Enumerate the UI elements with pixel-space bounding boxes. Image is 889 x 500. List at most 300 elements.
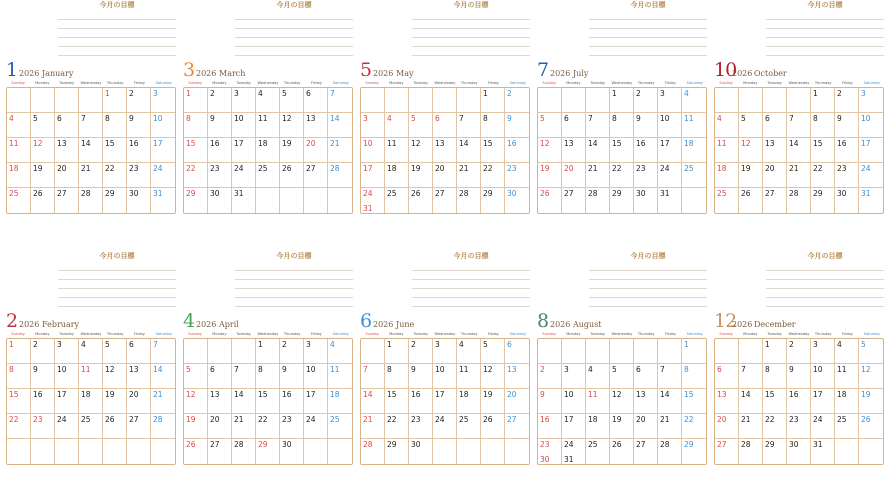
goal-line[interactable] (589, 29, 707, 38)
day-cell[interactable] (184, 163, 208, 188)
day-cell[interactable] (127, 389, 151, 414)
day-cell[interactable] (610, 389, 634, 414)
goal-line[interactable] (412, 11, 530, 20)
day-cell[interactable] (562, 188, 586, 213)
day-cell[interactable] (586, 188, 610, 213)
day-cell[interactable] (835, 439, 859, 464)
day-cell[interactable] (505, 414, 529, 439)
day-cell[interactable] (658, 188, 682, 213)
day-cell[interactable] (433, 138, 457, 163)
day-cell[interactable] (151, 364, 175, 389)
day-cell[interactable] (280, 364, 304, 389)
day-cell[interactable] (280, 113, 304, 138)
day-cell[interactable] (457, 389, 481, 414)
day-cell[interactable] (610, 439, 634, 464)
day-cell[interactable] (715, 389, 739, 414)
day-cell[interactable] (787, 339, 811, 364)
day-cell[interactable] (481, 113, 505, 138)
day-cell[interactable] (457, 364, 481, 389)
day-cell[interactable] (79, 364, 103, 389)
day-cell[interactable] (103, 364, 127, 389)
day-cell[interactable] (7, 138, 31, 163)
day-cell[interactable] (457, 163, 481, 188)
day-cell[interactable] (859, 364, 883, 389)
goal-line[interactable] (58, 29, 176, 38)
day-cell[interactable] (151, 138, 175, 163)
day-cell[interactable] (634, 138, 658, 163)
day-cell[interactable] (682, 364, 706, 389)
day-cell[interactable] (55, 439, 79, 464)
day-cell[interactable] (31, 88, 55, 113)
goal-line[interactable] (412, 20, 530, 29)
day-cell[interactable] (256, 439, 280, 464)
goal-line[interactable] (235, 289, 353, 298)
day-cell[interactable] (610, 138, 634, 163)
day-cell[interactable] (763, 414, 787, 439)
goal-line[interactable] (766, 38, 884, 47)
day-cell[interactable] (361, 364, 385, 389)
day-cell[interactable] (739, 188, 763, 213)
day-cell[interactable] (481, 389, 505, 414)
day-cell[interactable] (433, 113, 457, 138)
day-cell[interactable] (787, 138, 811, 163)
day-cell[interactable] (433, 364, 457, 389)
day-cell[interactable] (31, 188, 55, 213)
day-cell[interactable] (787, 364, 811, 389)
day-cell[interactable] (835, 414, 859, 439)
goal-line[interactable] (235, 38, 353, 47)
day-cell[interactable] (409, 88, 433, 113)
day-cell[interactable] (103, 188, 127, 213)
day-cell[interactable] (715, 439, 739, 464)
day-cell[interactable] (859, 88, 883, 113)
day-cell[interactable] (103, 414, 127, 439)
day-cell[interactable] (328, 414, 352, 439)
day-cell[interactable] (811, 188, 835, 213)
goal-line[interactable] (589, 289, 707, 298)
goal-line[interactable] (766, 262, 884, 271)
day-cell[interactable] (385, 414, 409, 439)
day-cell[interactable] (682, 414, 706, 439)
goal-line[interactable] (58, 47, 176, 56)
day-cell[interactable] (103, 138, 127, 163)
day-cell[interactable] (481, 138, 505, 163)
goal-line[interactable] (235, 20, 353, 29)
day-cell[interactable] (586, 113, 610, 138)
goal-line[interactable] (589, 271, 707, 280)
goal-line[interactable] (766, 11, 884, 20)
day-cell[interactable] (361, 439, 385, 464)
day-cell[interactable] (151, 188, 175, 213)
day-cell[interactable] (55, 339, 79, 364)
day-cell[interactable] (409, 389, 433, 414)
day-cell[interactable] (505, 339, 529, 364)
day-cell[interactable] (835, 88, 859, 113)
day-cell[interactable] (538, 188, 562, 213)
day-cell[interactable] (538, 88, 562, 113)
day-cell[interactable] (457, 138, 481, 163)
day-cell[interactable] (328, 439, 352, 464)
day-cell[interactable] (208, 138, 232, 163)
day-cell[interactable] (739, 439, 763, 464)
day-cell[interactable] (409, 364, 433, 389)
day-cell[interactable] (811, 138, 835, 163)
day-cell[interactable] (739, 414, 763, 439)
day-cell[interactable] (328, 339, 352, 364)
day-cell[interactable] (385, 389, 409, 414)
day-cell[interactable] (739, 364, 763, 389)
day-cell[interactable] (859, 138, 883, 163)
day-cell[interactable] (835, 339, 859, 364)
goal-line[interactable] (235, 47, 353, 56)
goal-line[interactable] (235, 271, 353, 280)
day-cell[interactable] (787, 439, 811, 464)
day-cell[interactable] (763, 439, 787, 464)
day-cell[interactable] (31, 389, 55, 414)
day-cell[interactable] (232, 188, 256, 213)
day-cell[interactable] (361, 389, 385, 414)
goal-line[interactable] (58, 262, 176, 271)
day-cell[interactable] (811, 339, 835, 364)
day-cell[interactable] (280, 163, 304, 188)
goal-line[interactable] (412, 271, 530, 280)
goal-line[interactable] (58, 298, 176, 307)
goal-line[interactable] (412, 47, 530, 56)
day-cell[interactable] (763, 364, 787, 389)
goal-line[interactable] (235, 262, 353, 271)
day-cell[interactable] (433, 88, 457, 113)
day-cell[interactable] (151, 439, 175, 464)
day-cell[interactable] (610, 339, 634, 364)
goal-line[interactable] (58, 271, 176, 280)
day-cell[interactable] (859, 414, 883, 439)
day-cell[interactable] (562, 163, 586, 188)
day-cell[interactable] (31, 138, 55, 163)
day-cell[interactable] (304, 389, 328, 414)
day-cell[interactable] (79, 88, 103, 113)
day-cell[interactable] (256, 188, 280, 213)
day-cell[interactable] (256, 389, 280, 414)
day-cell[interactable] (634, 163, 658, 188)
day-cell[interactable] (763, 138, 787, 163)
goal-line[interactable] (589, 20, 707, 29)
day-cell[interactable] (763, 163, 787, 188)
day-cell[interactable] (739, 163, 763, 188)
day-cell[interactable] (811, 113, 835, 138)
day-cell[interactable] (835, 113, 859, 138)
day-cell[interactable] (232, 113, 256, 138)
day-cell[interactable] (658, 88, 682, 113)
day-cell[interactable] (562, 138, 586, 163)
day-cell[interactable] (658, 389, 682, 414)
day-cell[interactable] (232, 439, 256, 464)
day-cell[interactable] (385, 364, 409, 389)
day-cell[interactable] (304, 414, 328, 439)
day-cell[interactable] (361, 113, 385, 138)
goal-line[interactable] (589, 262, 707, 271)
day-cell[interactable] (79, 113, 103, 138)
day-cell[interactable] (127, 163, 151, 188)
day-cell[interactable] (538, 389, 562, 414)
day-cell[interactable] (811, 439, 835, 464)
day-cell[interactable] (586, 163, 610, 188)
day-cell[interactable] (586, 88, 610, 113)
day-cell[interactable] (31, 414, 55, 439)
day-cell[interactable] (658, 113, 682, 138)
day-cell[interactable] (562, 439, 586, 464)
day-cell[interactable] (328, 138, 352, 163)
day-cell[interactable] (835, 163, 859, 188)
day-cell[interactable] (682, 138, 706, 163)
day-cell[interactable] (481, 414, 505, 439)
day-cell[interactable] (586, 364, 610, 389)
day-cell[interactable] (562, 88, 586, 113)
day-cell[interactable] (184, 88, 208, 113)
day-cell[interactable] (103, 113, 127, 138)
day-cell[interactable] (715, 339, 739, 364)
day-cell[interactable] (682, 113, 706, 138)
day-cell[interactable] (280, 414, 304, 439)
day-cell[interactable] (304, 138, 328, 163)
day-cell[interactable] (505, 188, 529, 213)
day-cell[interactable] (256, 138, 280, 163)
day-cell[interactable] (151, 88, 175, 113)
day-cell[interactable] (634, 439, 658, 464)
day-cell[interactable] (859, 163, 883, 188)
day-cell[interactable] (457, 113, 481, 138)
day-cell[interactable] (7, 188, 31, 213)
day-cell[interactable] (634, 188, 658, 213)
day-cell[interactable] (208, 188, 232, 213)
day-cell[interactable] (304, 163, 328, 188)
day-cell[interactable] (328, 364, 352, 389)
day-cell[interactable] (232, 138, 256, 163)
day-cell[interactable] (280, 389, 304, 414)
day-cell[interactable] (208, 339, 232, 364)
day-cell[interactable] (328, 163, 352, 188)
day-cell[interactable] (328, 389, 352, 414)
day-cell[interactable] (763, 339, 787, 364)
goal-line[interactable] (589, 47, 707, 56)
day-cell[interactable] (151, 339, 175, 364)
day-cell[interactable] (433, 439, 457, 464)
day-cell[interactable] (835, 364, 859, 389)
day-cell[interactable] (715, 188, 739, 213)
day-cell[interactable] (304, 113, 328, 138)
day-cell[interactable] (859, 389, 883, 414)
day-cell[interactable] (79, 339, 103, 364)
goal-line[interactable] (58, 20, 176, 29)
day-cell[interactable] (835, 389, 859, 414)
goal-line[interactable] (766, 298, 884, 307)
day-cell[interactable] (55, 88, 79, 113)
day-cell[interactable] (79, 138, 103, 163)
goal-line[interactable] (766, 29, 884, 38)
day-cell[interactable] (505, 88, 529, 113)
day-cell[interactable] (7, 163, 31, 188)
day-cell[interactable] (55, 414, 79, 439)
day-cell[interactable] (304, 339, 328, 364)
day-cell[interactable] (586, 138, 610, 163)
day-cell[interactable] (151, 113, 175, 138)
day-cell[interactable] (385, 138, 409, 163)
day-cell[interactable] (409, 113, 433, 138)
day-cell[interactable] (127, 138, 151, 163)
day-cell[interactable] (79, 163, 103, 188)
day-cell[interactable] (658, 364, 682, 389)
day-cell[interactable] (562, 364, 586, 389)
day-cell[interactable] (103, 339, 127, 364)
goal-line[interactable] (412, 289, 530, 298)
day-cell[interactable] (739, 389, 763, 414)
day-cell[interactable] (811, 364, 835, 389)
day-cell[interactable] (610, 188, 634, 213)
day-cell[interactable] (184, 364, 208, 389)
day-cell[interactable] (457, 188, 481, 213)
day-cell[interactable] (361, 88, 385, 113)
day-cell[interactable] (7, 88, 31, 113)
day-cell[interactable] (208, 389, 232, 414)
day-cell[interactable] (634, 339, 658, 364)
day-cell[interactable] (232, 414, 256, 439)
day-cell[interactable] (505, 364, 529, 389)
day-cell[interactable] (682, 439, 706, 464)
goal-line[interactable] (58, 38, 176, 47)
day-cell[interactable] (538, 113, 562, 138)
day-cell[interactable] (55, 163, 79, 188)
day-cell[interactable] (610, 364, 634, 389)
day-cell[interactable] (787, 389, 811, 414)
day-cell[interactable] (739, 113, 763, 138)
day-cell[interactable] (184, 389, 208, 414)
day-cell[interactable] (811, 163, 835, 188)
day-cell[interactable] (538, 339, 562, 364)
day-cell[interactable] (280, 339, 304, 364)
day-cell[interactable] (361, 414, 385, 439)
day-cell[interactable] (859, 439, 883, 464)
day-cell[interactable] (682, 389, 706, 414)
day-cell[interactable] (280, 138, 304, 163)
day-cell[interactable] (433, 188, 457, 213)
goal-line[interactable] (589, 280, 707, 289)
day-cell[interactable] (103, 439, 127, 464)
day-cell[interactable] (385, 439, 409, 464)
day-cell[interactable] (634, 88, 658, 113)
day-cell[interactable] (433, 163, 457, 188)
day-cell[interactable] (361, 188, 385, 213)
day-cell[interactable] (184, 414, 208, 439)
day-cell[interactable] (787, 414, 811, 439)
day-cell[interactable] (328, 113, 352, 138)
day-cell[interactable] (208, 113, 232, 138)
day-cell[interactable] (457, 439, 481, 464)
day-cell[interactable] (385, 163, 409, 188)
day-cell[interactable] (256, 339, 280, 364)
goal-line[interactable] (412, 298, 530, 307)
day-cell[interactable] (433, 389, 457, 414)
day-cell[interactable] (55, 138, 79, 163)
day-cell[interactable] (127, 414, 151, 439)
day-cell[interactable] (31, 439, 55, 464)
day-cell[interactable] (409, 188, 433, 213)
goal-line[interactable] (235, 11, 353, 20)
day-cell[interactable] (127, 364, 151, 389)
day-cell[interactable] (610, 113, 634, 138)
day-cell[interactable] (361, 339, 385, 364)
day-cell[interactable] (409, 138, 433, 163)
day-cell[interactable] (79, 439, 103, 464)
day-cell[interactable] (256, 414, 280, 439)
day-cell[interactable] (385, 339, 409, 364)
day-cell[interactable] (103, 163, 127, 188)
day-cell[interactable] (256, 364, 280, 389)
goal-line[interactable] (58, 280, 176, 289)
day-cell[interactable] (31, 339, 55, 364)
day-cell[interactable] (739, 339, 763, 364)
day-cell[interactable] (505, 389, 529, 414)
day-cell[interactable] (31, 364, 55, 389)
day-cell[interactable] (304, 439, 328, 464)
day-cell[interactable] (763, 188, 787, 213)
day-cell[interactable] (151, 414, 175, 439)
day-cell[interactable] (586, 339, 610, 364)
day-cell[interactable] (538, 439, 562, 464)
day-cell[interactable] (151, 389, 175, 414)
day-cell[interactable] (280, 88, 304, 113)
goal-line[interactable] (235, 280, 353, 289)
day-cell[interactable] (859, 113, 883, 138)
day-cell[interactable] (634, 414, 658, 439)
day-cell[interactable] (409, 414, 433, 439)
day-cell[interactable] (127, 88, 151, 113)
goal-line[interactable] (235, 298, 353, 307)
day-cell[interactable] (562, 414, 586, 439)
day-cell[interactable] (208, 163, 232, 188)
day-cell[interactable] (304, 88, 328, 113)
day-cell[interactable] (55, 364, 79, 389)
day-cell[interactable] (103, 88, 127, 113)
day-cell[interactable] (457, 414, 481, 439)
day-cell[interactable] (7, 339, 31, 364)
day-cell[interactable] (481, 88, 505, 113)
day-cell[interactable] (610, 163, 634, 188)
goal-line[interactable] (58, 289, 176, 298)
day-cell[interactable] (127, 439, 151, 464)
day-cell[interactable] (505, 138, 529, 163)
day-cell[interactable] (127, 188, 151, 213)
goal-line[interactable] (58, 11, 176, 20)
day-cell[interactable] (103, 389, 127, 414)
day-cell[interactable] (763, 113, 787, 138)
day-cell[interactable] (739, 138, 763, 163)
day-cell[interactable] (127, 339, 151, 364)
day-cell[interactable] (7, 439, 31, 464)
day-cell[interactable] (232, 88, 256, 113)
day-cell[interactable] (256, 113, 280, 138)
day-cell[interactable] (763, 389, 787, 414)
day-cell[interactable] (505, 439, 529, 464)
day-cell[interactable] (328, 188, 352, 213)
day-cell[interactable] (715, 364, 739, 389)
day-cell[interactable] (7, 414, 31, 439)
day-cell[interactable] (658, 339, 682, 364)
day-cell[interactable] (562, 113, 586, 138)
day-cell[interactable] (787, 113, 811, 138)
day-cell[interactable] (481, 364, 505, 389)
day-cell[interactable] (208, 88, 232, 113)
day-cell[interactable] (304, 188, 328, 213)
day-cell[interactable] (409, 439, 433, 464)
